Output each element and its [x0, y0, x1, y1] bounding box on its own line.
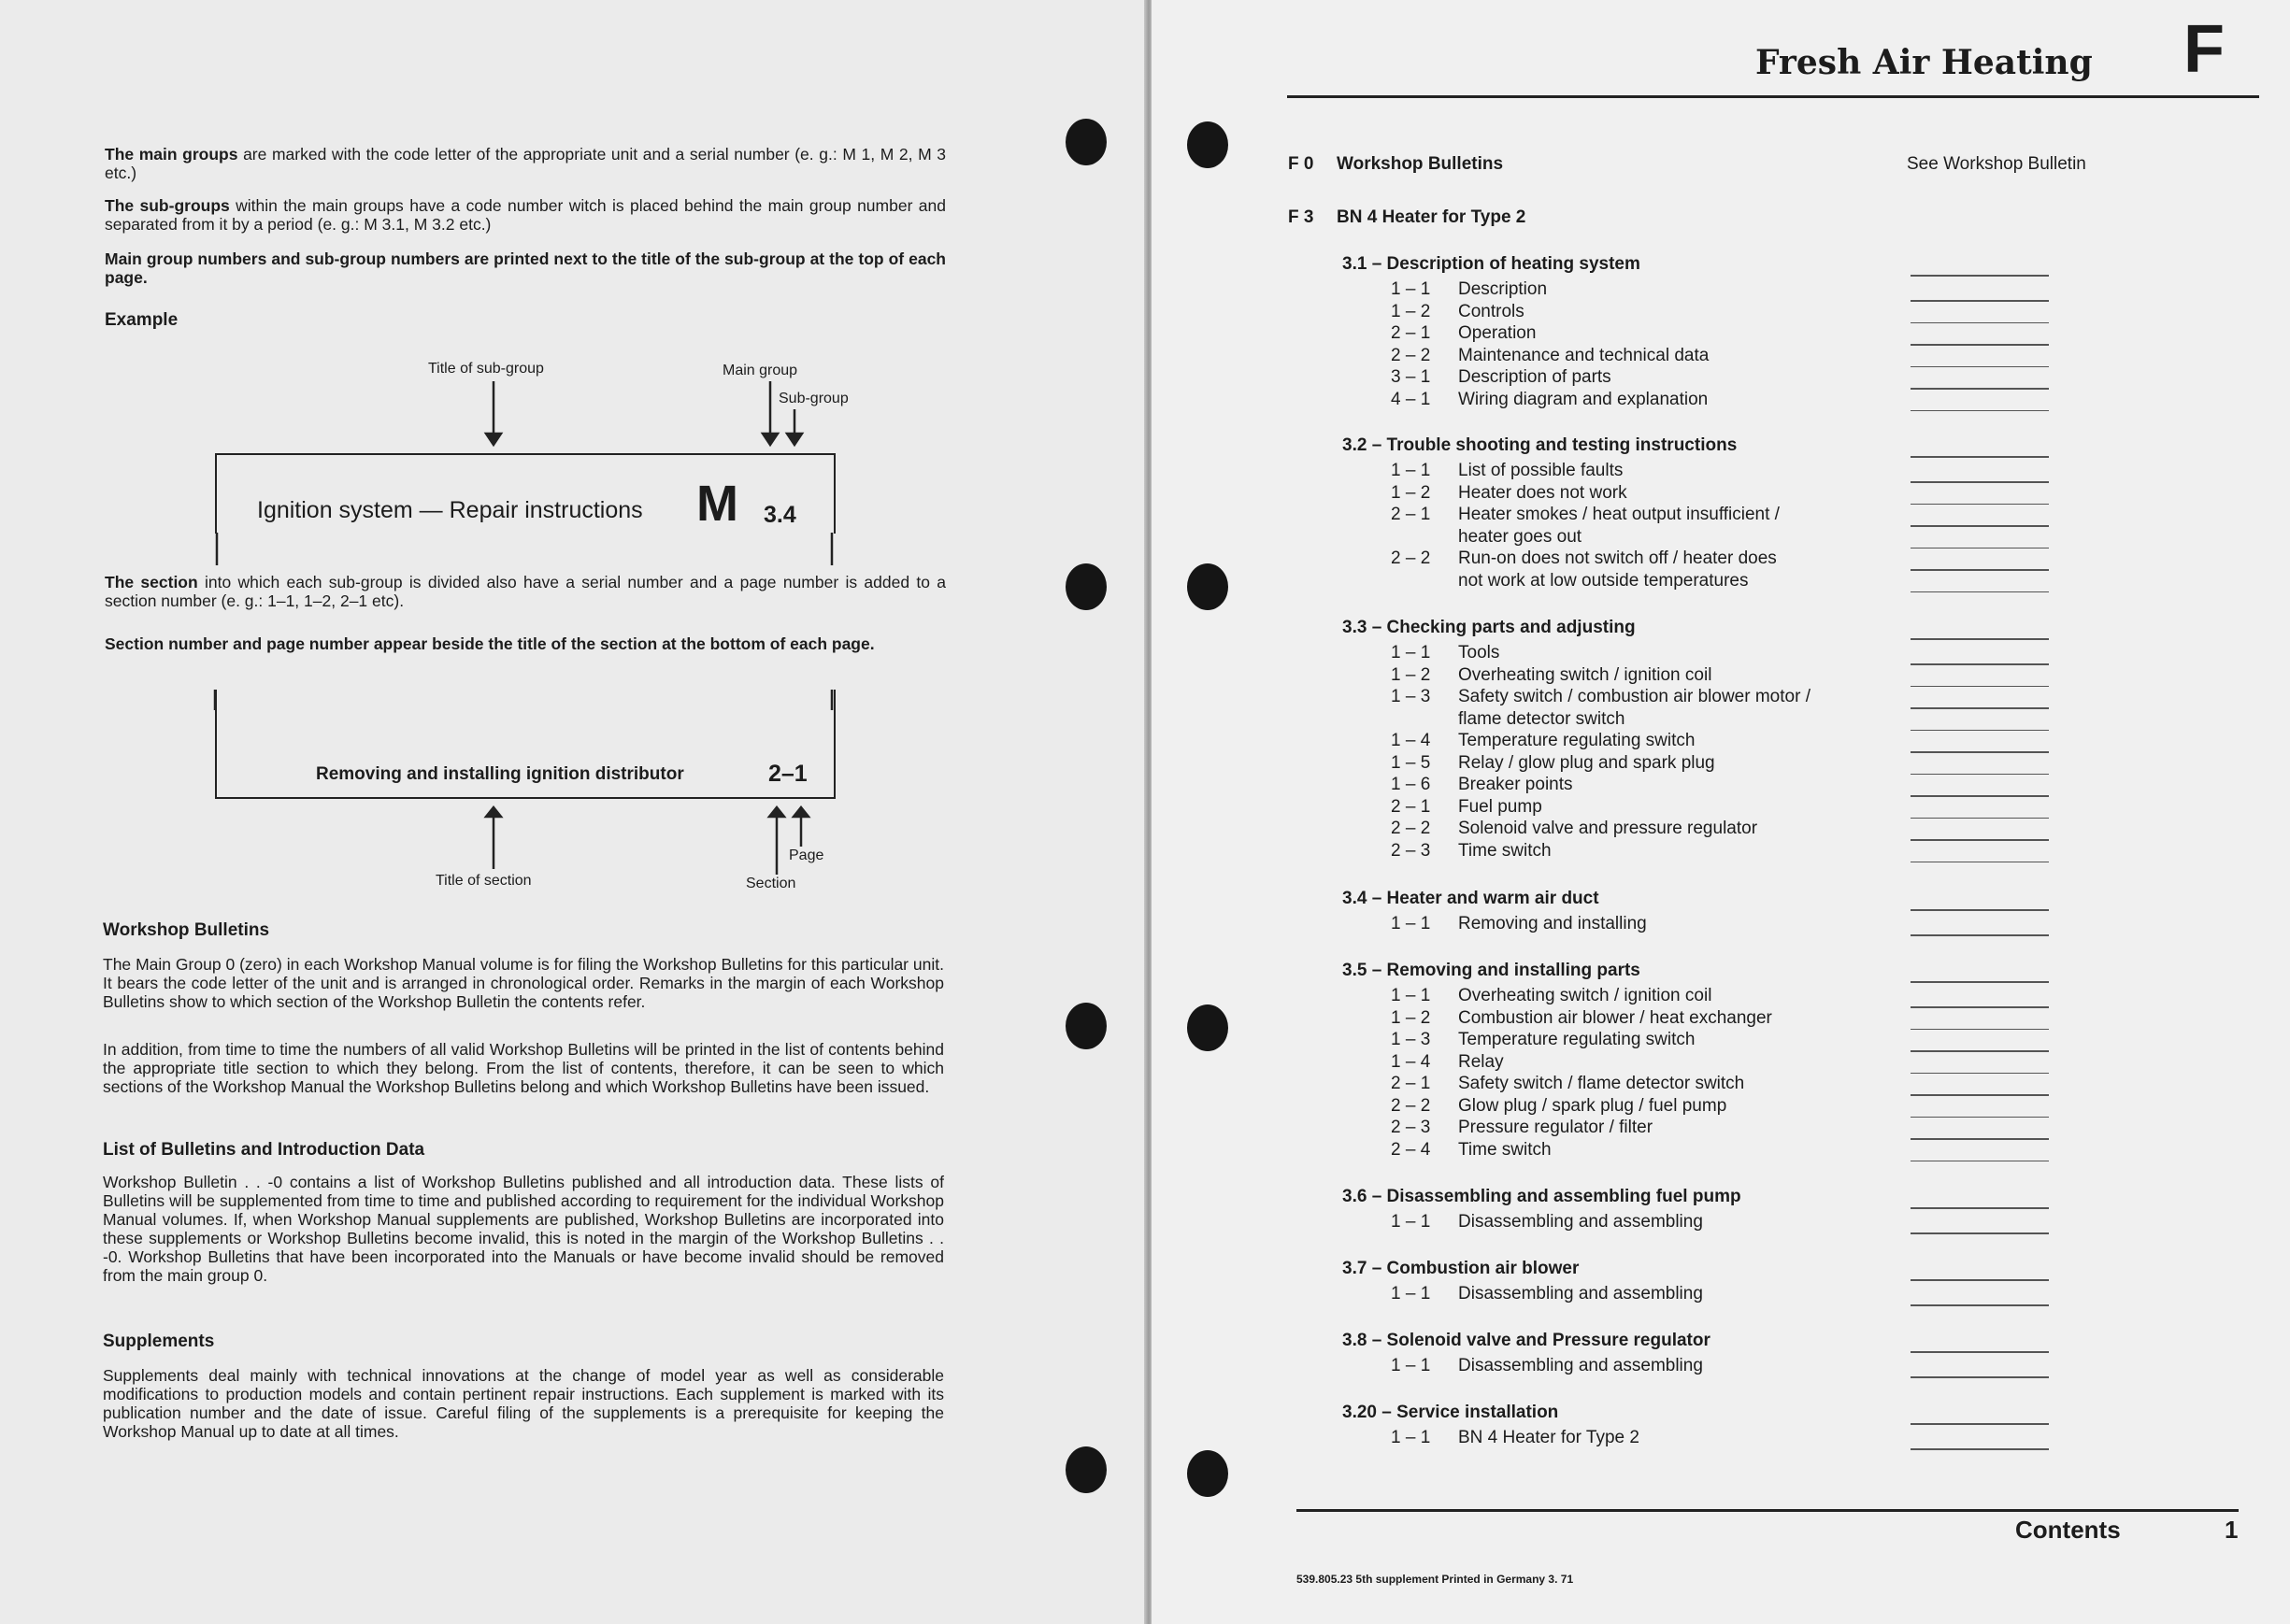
punch-hole	[1187, 121, 1228, 168]
example-header-number: 3.4	[764, 502, 796, 528]
fill-in-line	[1911, 1279, 2049, 1281]
fill-in-line	[1911, 366, 2049, 368]
page-number: 1	[2225, 1516, 2239, 1544]
fill-in-line	[1911, 1029, 2049, 1031]
f0-code: F 0	[1288, 154, 1314, 174]
fill-in-line	[1911, 388, 2049, 390]
header-rule	[1287, 95, 2259, 98]
page-title: Fresh Air Heating	[1755, 43, 2093, 82]
punch-hole	[1187, 1004, 1228, 1051]
item-number: 2 – 2	[1391, 345, 1431, 365]
f3-title: BN 4 Heater for Type 2	[1337, 207, 1526, 227]
fill-in-line	[1911, 1351, 2049, 1353]
item-number: 1 – 2	[1391, 1007, 1431, 1028]
item-number: 1 – 1	[1391, 1212, 1431, 1232]
list-of-bulletins-para: Workshop Bulletin . . -0 contains a list of Workshop Bulletins published and all introduction data. These lists of Bulletins will be supplemented from time to time and published according to requirement for the individual Workshop Manual volumes. If, when Workshop Manual supplements are published, Workshop Bulletins are incorporated into these supplements or Workshop Bulletins become invalid, this is noted in the margin of the Workshop Bulletins . . -0. Workshop Bulletins that have been incorporated into the Manuals or have become invalid should be removed from the main group 0.	[103, 1173, 944, 1285]
item-title: Relay	[1458, 1051, 1504, 1072]
item-title: Disassembling and assembling	[1458, 1356, 1703, 1375]
item-number: 3 – 1	[1391, 367, 1431, 387]
item-title: Heater smokes / heat output insufficient /	[1458, 505, 1780, 524]
item-number: 4 – 1	[1391, 389, 1431, 409]
item-number: 2 – 3	[1391, 840, 1431, 861]
item-title: Maintenance and technical data	[1458, 345, 1710, 365]
section-title: 3.3 – Checking parts and adjusting	[1342, 618, 1636, 637]
item-title: BN 4 Heater for Type 2	[1458, 1428, 1639, 1447]
supplements-para: Supplements deal mainly with technical innovations at the change of model year as well as considerable modifications to production models and contain pertinent repair instructions. Each supplement is marked with its publication number and the date of issue. Careful filing of the supplements is a prerequisite for keeping the Workshop Manual up to date at all times.	[103, 1366, 944, 1441]
paragraph-group-numbers: Main group numbers and sub-group numbers are printed next to the title of the sub-group at the top of each page.	[105, 249, 946, 287]
example-footer-number: 2–1	[768, 761, 808, 787]
workshop-bulletins-para-1: The Main Group 0 (zero) in each Workshop Manual volume is for filing the Workshop Bulletins for this particular unit. It bears the code letter of the unit and is arranged in chronological order. Remarks in the margin of each Workshop Bulletins show to which section of the Workshop Bulletin the contents refer.	[103, 955, 944, 1011]
label-title-of-sub-group: Title of sub-group	[428, 361, 544, 377]
fill-in-line	[1911, 591, 2049, 593]
item-number: 1 – 1	[1391, 1428, 1431, 1447]
fill-in-line	[1911, 275, 2049, 277]
item-title: Wiring diagram and explanation	[1458, 389, 1709, 409]
label-section: Section	[746, 876, 796, 891]
item-number: 1 – 3	[1391, 687, 1431, 706]
fill-in-line	[1911, 344, 2049, 346]
item-number: 1 – 2	[1391, 664, 1431, 685]
item-title: Pressure regulator / filter	[1458, 1118, 1653, 1137]
fill-in-line	[1911, 751, 2049, 753]
section-title: 3.8 – Solenoid valve and Pressure regulator	[1342, 1331, 1710, 1350]
item-number: 2 – 3	[1391, 1118, 1431, 1137]
item-title: Disassembling and assembling	[1458, 1212, 1703, 1232]
fill-in-line	[1911, 663, 2049, 665]
item-number: 2 – 4	[1391, 1139, 1431, 1160]
item-number: 1 – 2	[1391, 301, 1431, 321]
paragraph-section-number: Section number and page number appear beside the title of the section at the bottom of each page.	[105, 634, 875, 653]
right-page	[1152, 0, 2290, 1624]
fill-in-line	[1911, 707, 2049, 709]
paragraph-section: The section into which each sub-group is divided also have a serial number and a page number is added to a section number (e. g.: 1–1, 1–2, 2–1 etc).	[105, 573, 946, 610]
item-title: Safety switch / combustion air blower motor /	[1458, 687, 1811, 706]
label-sub-group: Sub-group	[779, 391, 849, 406]
item-title: Combustion air blower / heat exchanger	[1458, 1007, 1772, 1028]
fill-in-line	[1911, 909, 2049, 911]
item-title: Description	[1458, 279, 1548, 299]
label-title-of-section: Title of section	[436, 873, 532, 889]
item-number: 1 – 2	[1391, 482, 1431, 503]
fill-in-line	[1911, 504, 2049, 506]
item-number: 2 – 1	[1391, 1074, 1431, 1093]
label-page: Page	[789, 848, 824, 863]
section-title: 3.7 – Combustion air blower	[1342, 1259, 1580, 1278]
item-title-continued: heater goes out	[1458, 526, 1582, 547]
fill-in-line	[1911, 1117, 2049, 1118]
footer-rule	[1296, 1509, 2239, 1512]
fill-in-line	[1911, 795, 2049, 797]
punch-hole	[1066, 1446, 1107, 1493]
example-header-letter: M	[696, 476, 738, 532]
item-title: Temperature regulating switch	[1458, 1030, 1696, 1049]
fill-in-line	[1911, 1006, 2049, 1008]
f0-title: Workshop Bulletins	[1337, 154, 1504, 174]
diagram-arrows-2	[0, 0, 1148, 934]
item-title: Operation	[1458, 323, 1537, 343]
section-title: 3.4 – Heater and warm air duct	[1342, 889, 1599, 908]
item-number: 1 – 6	[1391, 775, 1431, 794]
fill-in-line	[1911, 410, 2049, 412]
punch-hole	[1066, 1003, 1107, 1049]
item-title: Controls	[1458, 301, 1524, 321]
item-number: 2 – 2	[1391, 548, 1431, 568]
fill-in-line	[1911, 1232, 2049, 1234]
item-title: Breaker points	[1458, 775, 1573, 794]
fill-in-line	[1911, 1304, 2049, 1306]
fill-in-line	[1911, 934, 2049, 936]
fill-in-line	[1911, 981, 2049, 983]
punch-hole	[1187, 563, 1228, 610]
item-number: 2 – 1	[1391, 323, 1431, 343]
fill-in-line	[1911, 456, 2049, 458]
item-title-continued: not work at low outside temperatures	[1458, 570, 1749, 591]
item-number: 2 – 1	[1391, 505, 1431, 524]
fill-in-line	[1911, 1094, 2049, 1096]
item-title: Relay / glow plug and spark plug	[1458, 752, 1715, 773]
item-title: Overheating switch / ignition coil	[1458, 986, 1712, 1005]
example-heading: Example	[105, 310, 179, 330]
fill-in-line	[1911, 774, 2049, 776]
item-title: Time switch	[1458, 840, 1552, 861]
fill-in-line	[1911, 686, 2049, 688]
item-title: Removing and installing	[1458, 914, 1647, 933]
item-number: 1 – 1	[1391, 986, 1431, 1005]
footer-contents-label: Contents	[2015, 1516, 2121, 1544]
section-title: 3.2 – Trouble shooting and testing instructions	[1342, 435, 1738, 455]
item-title: Overheating switch / ignition coil	[1458, 664, 1712, 685]
item-title: Time switch	[1458, 1139, 1552, 1160]
paragraph-main-groups: The main groups are marked with the code letter of the appropriate unit and a serial number (e. g.: M 1, M 2, M 3 etc.)	[105, 145, 946, 182]
punch-hole	[1066, 563, 1107, 610]
example-footer-title: Removing and installing ignition distributor	[316, 764, 684, 784]
fill-in-line	[1911, 569, 2049, 571]
fill-in-line	[1911, 862, 2049, 863]
supplements-heading: Supplements	[103, 1332, 215, 1351]
item-number: 1 – 4	[1391, 1051, 1431, 1072]
item-title: List of possible faults	[1458, 461, 1624, 480]
fill-in-line	[1911, 1073, 2049, 1075]
item-number: 2 – 2	[1391, 819, 1431, 838]
item-title: Heater does not work	[1458, 482, 1627, 503]
section-title: 3.6 – Disassembling and assembling fuel pump	[1342, 1187, 1741, 1206]
imprint: 539.805.23 5th supplement Printed in Germany 3. 71	[1296, 1573, 1574, 1586]
item-number: 1 – 4	[1391, 731, 1431, 750]
item-title: Tools	[1458, 643, 1500, 662]
fill-in-line	[1911, 1138, 2049, 1140]
section-title: 3.20 – Service installation	[1342, 1403, 1559, 1422]
item-number: 1 – 1	[1391, 914, 1431, 933]
item-number: 1 – 1	[1391, 461, 1431, 480]
item-title: Temperature regulating switch	[1458, 731, 1696, 750]
item-number: 1 – 1	[1391, 643, 1431, 662]
item-title: Disassembling and assembling	[1458, 1284, 1703, 1303]
fill-in-line	[1911, 1423, 2049, 1425]
fill-in-line	[1911, 818, 2049, 819]
fill-in-line	[1911, 300, 2049, 302]
item-number: 1 – 1	[1391, 1284, 1431, 1303]
punch-hole	[1187, 1450, 1228, 1497]
label-main-group: Main group	[723, 363, 798, 378]
item-number: 1 – 1	[1391, 1356, 1431, 1375]
fill-in-line	[1911, 548, 2049, 549]
fill-in-line	[1911, 481, 2049, 483]
fill-in-line	[1911, 1448, 2049, 1450]
item-number: 2 – 1	[1391, 796, 1431, 817]
item-number: 2 – 2	[1391, 1095, 1431, 1116]
section-title: 3.5 – Removing and installing parts	[1342, 961, 1640, 980]
item-number: 1 – 3	[1391, 1030, 1431, 1049]
punch-hole	[1066, 119, 1107, 165]
workshop-bulletins-para-2: In addition, from time to time the numbers of all valid Workshop Bulletins will be printed in the list of contents behind the appropriate title section to which they belong. From the list of contents, therefore, it can be seen to which sections of the Workshop Manual the Workshop Bulletins belong and which Workshop Bulletins have been issued.	[103, 1040, 944, 1096]
item-title: Fuel pump	[1458, 796, 1542, 817]
f0-note: See Workshop Bulletin	[1907, 154, 2086, 174]
item-title: Glow plug / spark plug / fuel pump	[1458, 1095, 1727, 1116]
fill-in-line	[1911, 1050, 2049, 1052]
fill-in-line	[1911, 1376, 2049, 1378]
fill-in-line	[1911, 839, 2049, 841]
list-of-bulletins-heading: List of Bulletins and Introduction Data	[103, 1140, 425, 1160]
item-title: Safety switch / flame detector switch	[1458, 1074, 1745, 1093]
item-title-continued: flame detector switch	[1458, 708, 1625, 729]
fill-in-line	[1911, 322, 2049, 324]
fill-in-line	[1911, 730, 2049, 732]
example-header-title: Ignition system — Repair instructions	[257, 497, 643, 523]
item-title: Solenoid valve and pressure regulator	[1458, 819, 1758, 838]
f3-code: F 3	[1288, 207, 1314, 227]
workshop-bulletins-heading: Workshop Bulletins	[103, 920, 270, 940]
fill-in-line	[1911, 525, 2049, 527]
fill-in-line	[1911, 1207, 2049, 1209]
unit-letter: F	[2183, 12, 2225, 87]
paragraph-sub-groups: The sub-groups within the main groups have a code number witch is placed behind the main group number and separated from it by a period (e. g.: M 3.1, M 3.2 etc.)	[105, 196, 946, 234]
fill-in-line	[1911, 1161, 2049, 1162]
section-title: 3.1 – Description of heating system	[1342, 254, 1640, 274]
item-number: 1 – 1	[1391, 279, 1431, 299]
item-title: Description of parts	[1458, 367, 1611, 387]
fill-in-line	[1911, 638, 2049, 640]
item-number: 1 – 5	[1391, 752, 1431, 773]
item-title: Run-on does not switch off / heater does	[1458, 548, 1777, 568]
